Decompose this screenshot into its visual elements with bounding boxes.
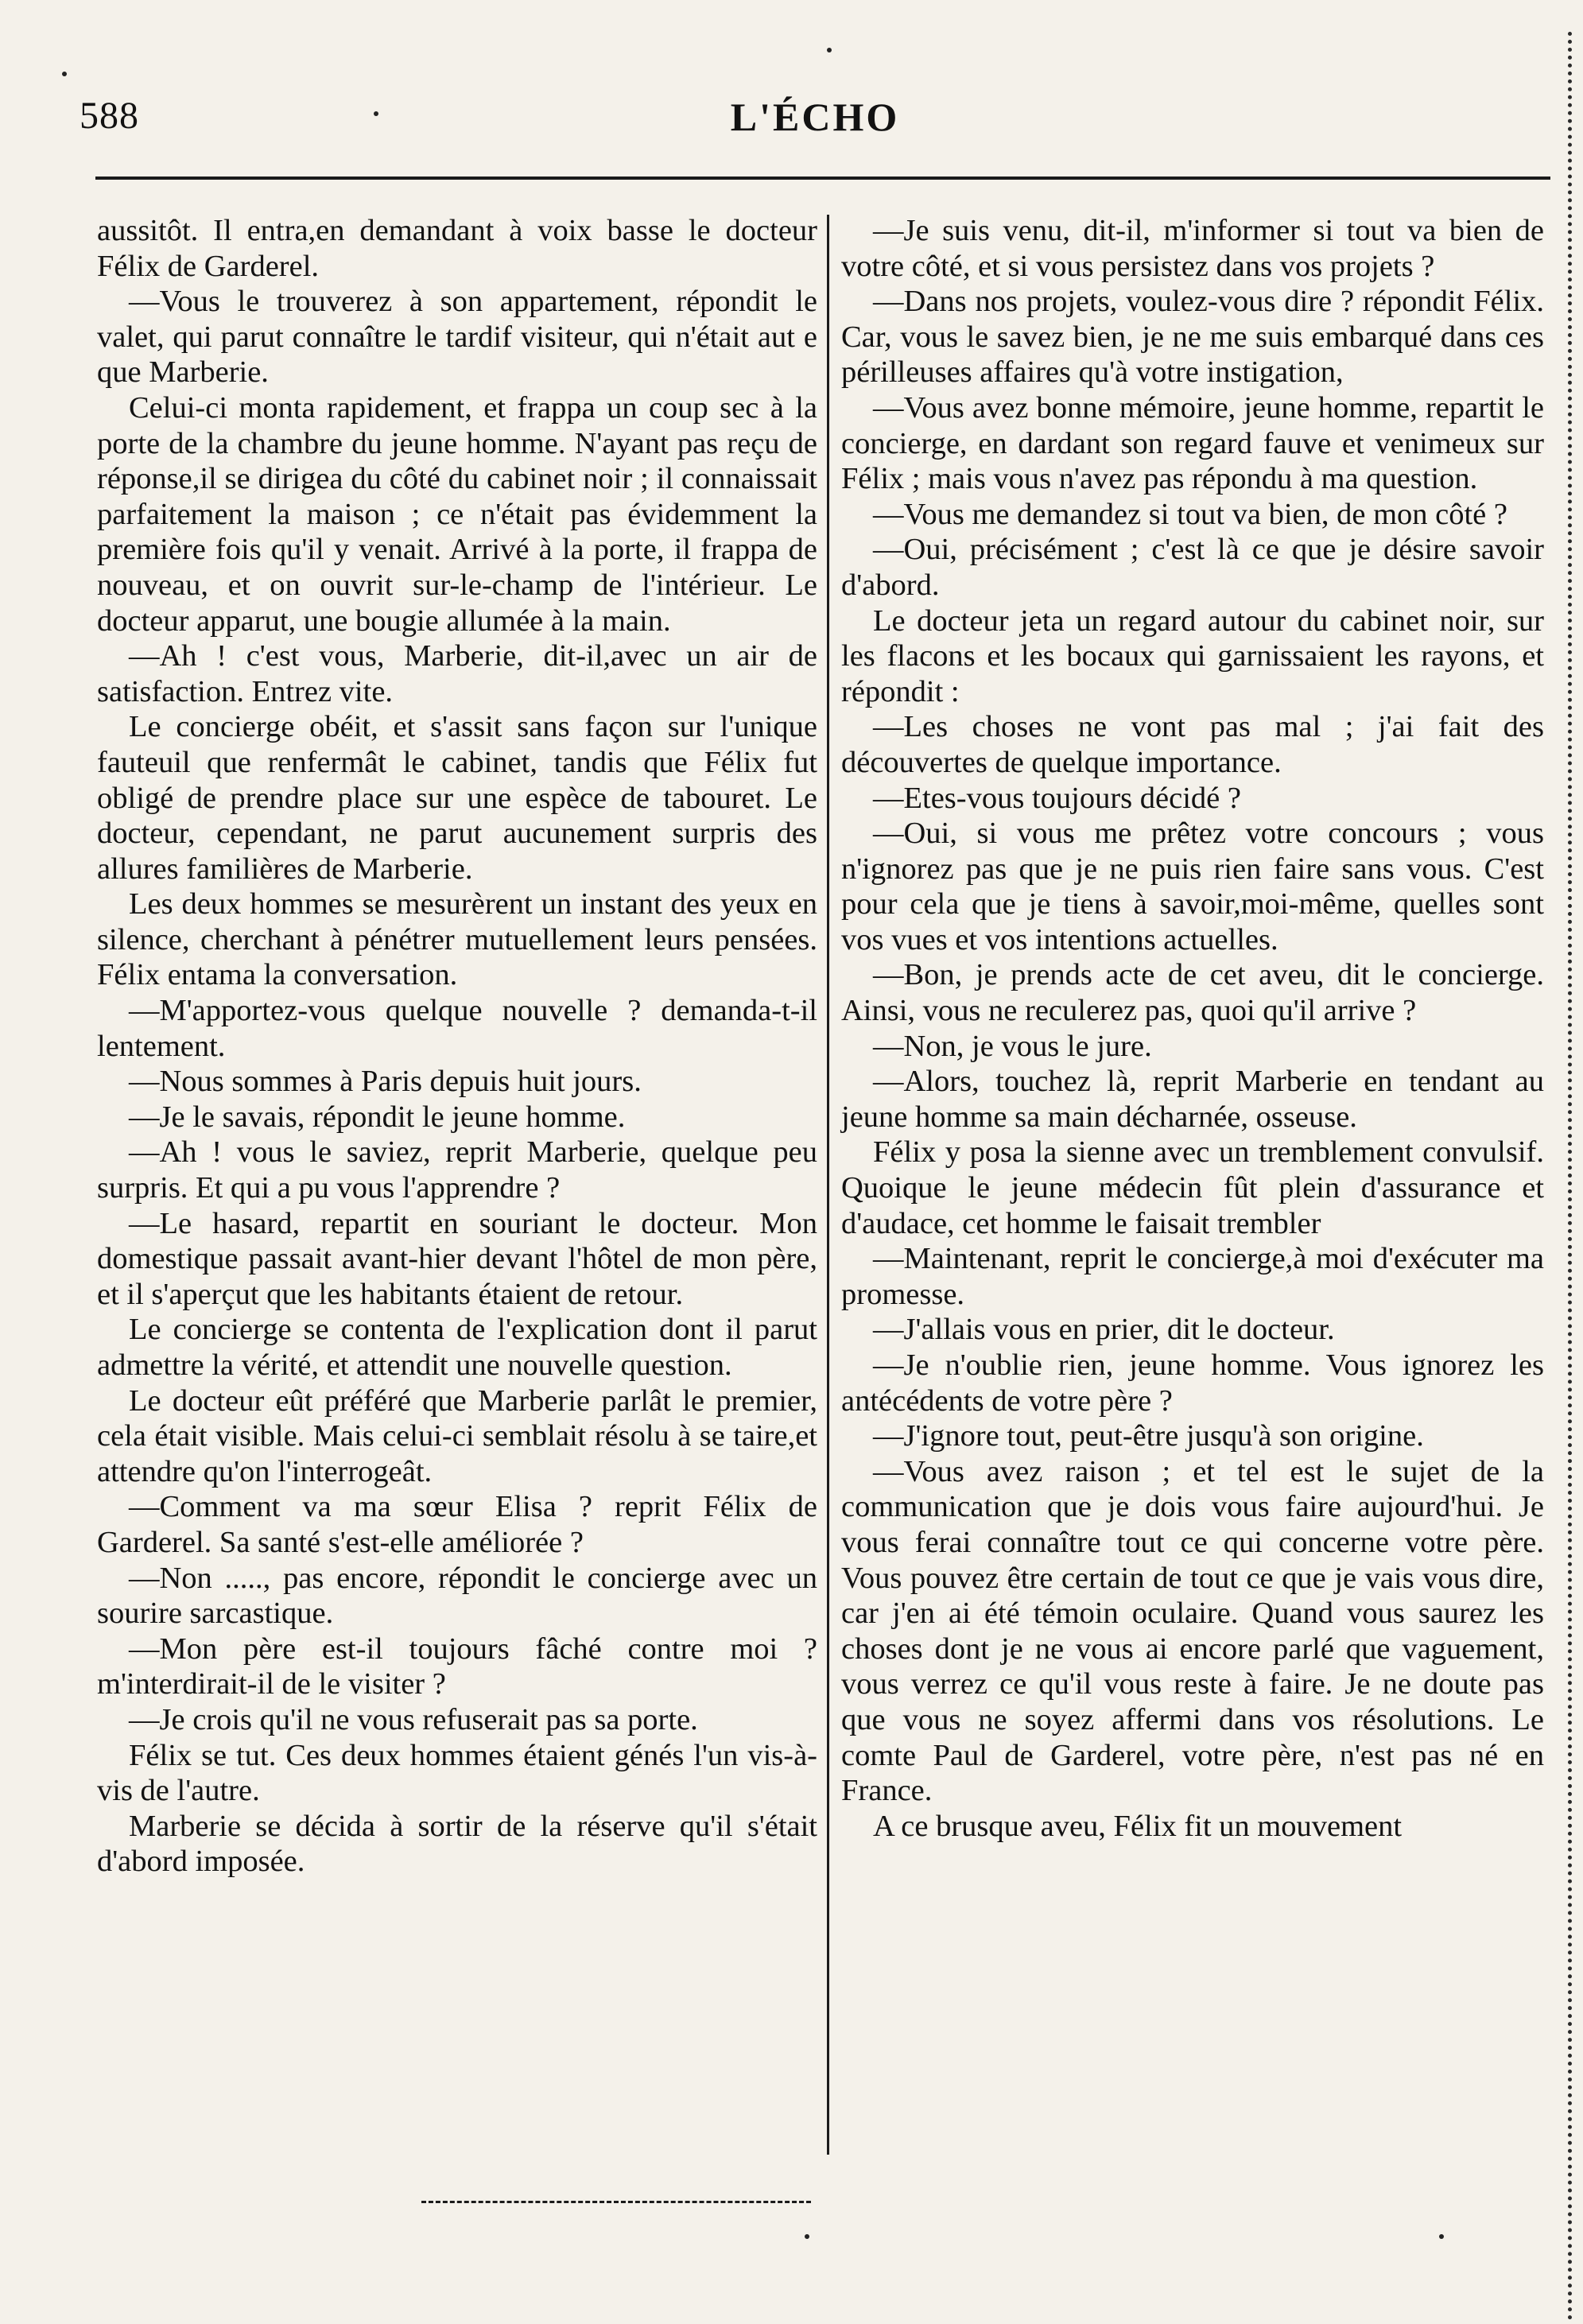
paragraph: —M'apportez-vous quelque nouvelle ? demanda-t-il lentement.: [97, 994, 817, 1063]
paragraph: —Vous le trouverez à son appartement, répondit le valet, qui parut connaître le tardif visiteur, qui n'était aut e que Marberie.: [97, 285, 817, 390]
ink-speck: [62, 72, 67, 76]
paragraph: aussitôt. Il entra,en demandant à voix basse le docteur Félix de Garderel.: [97, 214, 817, 283]
ink-speck: [1439, 2234, 1444, 2239]
paragraph: —Vous me demandez si tout va bien, de mon côté ?: [873, 497, 1507, 531]
ink-speck: [805, 2234, 809, 2239]
paragraph: —Je n'oublie rien, jeune homme. Vous ignorez les antécédents de votre père ?: [841, 1348, 1544, 1418]
paragraph: Marberie se décida à sortir de la réserve qu'il s'était d'abord imposée.: [97, 1809, 817, 1879]
paragraph: —Non ....., pas encore, répondit le concierge avec un sourire sarcastique.: [97, 1561, 817, 1631]
paragraph: Félix se tut. Ces deux hommes étaient génés l'un vis-à-vis de l'autre.: [97, 1738, 817, 1808]
ink-speck: [827, 48, 832, 52]
paragraph: Le concierge obéit, et s'assit sans façon sur l'unique fauteuil que renfermât le cabinet, tandis que Félix fut obligé de prendre place sur une espèce de tabouret. Le docteur, cependant, ne parut aucunement surpris des allures familières de Marberie.: [97, 710, 817, 886]
paragraph: —J'ignore tout, peut-être jusqu'à son origine.: [873, 1419, 1424, 1453]
paragraph: —Les choses ne vont pas mal ; j'ai fait des découvertes de quelque importance.: [841, 710, 1544, 779]
paragraph: Félix y posa la sienne avec un tremblement convulsif. Quoique le jeune médecin fût plein d'assurance et d'audace, cet homme le faisait trembler: [841, 1135, 1544, 1240]
paragraph: —Je suis venu, dit-il, m'informer si tout va bien de votre côté, et si vous persistez dans vos projets ?: [841, 214, 1544, 283]
left-column: [97, 213, 817, 1880]
paragraph: —Le hasard, repartit en souriant le docteur. Mon domestique passait avant-hier devant l'hôtel de mon père, et il s'aperçut que les habitants étaient de retour.: [97, 1206, 817, 1311]
paragraph: —Comment va ma sœur Elisa ? reprit Félix de Garderel. Sa santé s'est-elle améliorée ?: [97, 1490, 817, 1559]
paragraph: —Non, je vous le jure.: [873, 1029, 1152, 1063]
running-title: L'ÉCHO: [730, 95, 900, 139]
page-number: 588: [80, 95, 139, 137]
paragraph: A ce brusque aveu, Félix fit un mouvement: [873, 1809, 1403, 1843]
paragraph: Le docteur jeta un regard autour du cabinet noir, sur les flacons et les bocaux qui garnissaient les rayons, et répondit :: [841, 603, 1544, 708]
paragraph: —Je le savais, répondit le jeune homme.: [129, 1100, 626, 1134]
page-edge-shadow: [1568, 32, 1572, 2322]
paragraph: —Vous avez raison ; et tel est le sujet de la communication que je dois vous faire aujourd'hui. Je vous ferai connaître tout ce qui concerne votre père. Vous pouvez être certain de tout ce que je vais vous dire, car j'en ai été témoin oculaire. Quand vous saurez les choses dont je ne vous ai encore parlé que vaguement, vous verrez ce qu'il vous reste à faire. Je ne doute pas que vous ne soyez affermi dans vos résolutions. Le comte Paul de Garderel, votre père, n'est pas né en France.: [841, 1454, 1544, 1808]
paragraph: —J'allais vous en prier, dit le docteur.: [873, 1313, 1335, 1347]
paragraph: Le docteur eût préféré que Marberie parlât le premier, cela était visible. Mais celui-ci semblait résolu à se taire,et attendre qu'on l'interrogeât.: [97, 1383, 817, 1488]
paragraph: —Bon, je prends acte de cet aveu, dit le concierge. Ainsi, vous ne reculerez pas, quoi qu'il arrive ?: [841, 958, 1544, 1028]
right-column: [841, 213, 1544, 1844]
header-rule: [95, 177, 1550, 180]
paragraph: —Mon père est-il toujours fâché contre moi ? m'interdirait-il de le visiter ?: [97, 1631, 817, 1701]
paragraph: —Je crois qu'il ne vous refuserait pas sa porte.: [129, 1702, 698, 1736]
ink-speck: [374, 111, 378, 116]
paragraph: —Ah ! vous le saviez, reprit Marberie, quelque peu surpris. Et qui a pu vous l'apprendre ?: [97, 1135, 817, 1205]
paragraph: —Oui, si vous me prêtez votre concours ; vous n'ignorez pas que je ne puis rien faire sans vous. C'est pour cela que je tiens à savoir,moi-même, quelles sont vos vues et vos intentions actuelles.: [841, 817, 1544, 956]
paragraph: —Oui, précisément ; c'est là ce que je désire savoir d'abord.: [841, 533, 1544, 602]
page-header: [80, 94, 1550, 157]
paragraph: —Ah ! c'est vous, Marberie, dit-il,avec un air de satisfaction. Entrez vite.: [97, 639, 817, 708]
paragraph: Celui-ci monta rapidement, et frappa un coup sec à la porte de la chambre du jeune homme. N'ayant pas reçu de réponse,il se dirigea du côté du cabinet noir ; il connaissait parfaitement la maison ; ce n'était pas évidemment la première fois qu'il y venait. Arrivé à la porte, il frappa de nouveau, et on ouvrit sur-le-champ de l'intérieur. Le docteur apparut, une bougie allumée à la main.: [97, 390, 817, 638]
footer-rule: [421, 2201, 811, 2203]
paragraph: —Vous avez bonne mémoire, jeune homme, repartit le concierge, en dardant son regard fauve et venimeux sur Félix ; mais vous n'avez pas répondu à ma question.: [841, 390, 1544, 496]
paragraph: —Maintenant, reprit le concierge,à moi d'exécuter ma promesse.: [841, 1242, 1544, 1311]
paragraph: Le concierge se contenta de l'explication dont il parut admettre la vérité, et attendit une nouvelle question.: [97, 1313, 817, 1382]
paragraph: Les deux hommes se mesurèrent un instant des yeux en silence, cherchant à pénétrer mutuellement leurs pensées. Félix entama la conversation.: [97, 887, 817, 992]
paragraph: —Dans nos projets, voulez-vous dire ? répondit Félix. Car, vous le savez bien, je ne me suis embarqué dans ces périlleuses affaires qu'à votre instigation,: [841, 285, 1544, 390]
column-rule: [827, 215, 829, 2155]
paragraph: —Nous sommes à Paris depuis huit jours.: [129, 1065, 642, 1099]
paragraph: —Alors, touchez là, reprit Marberie en tendant au jeune homme sa main décharnée, osseuse.: [841, 1065, 1544, 1134]
paragraph: —Etes-vous toujours décidé ?: [873, 781, 1241, 815]
